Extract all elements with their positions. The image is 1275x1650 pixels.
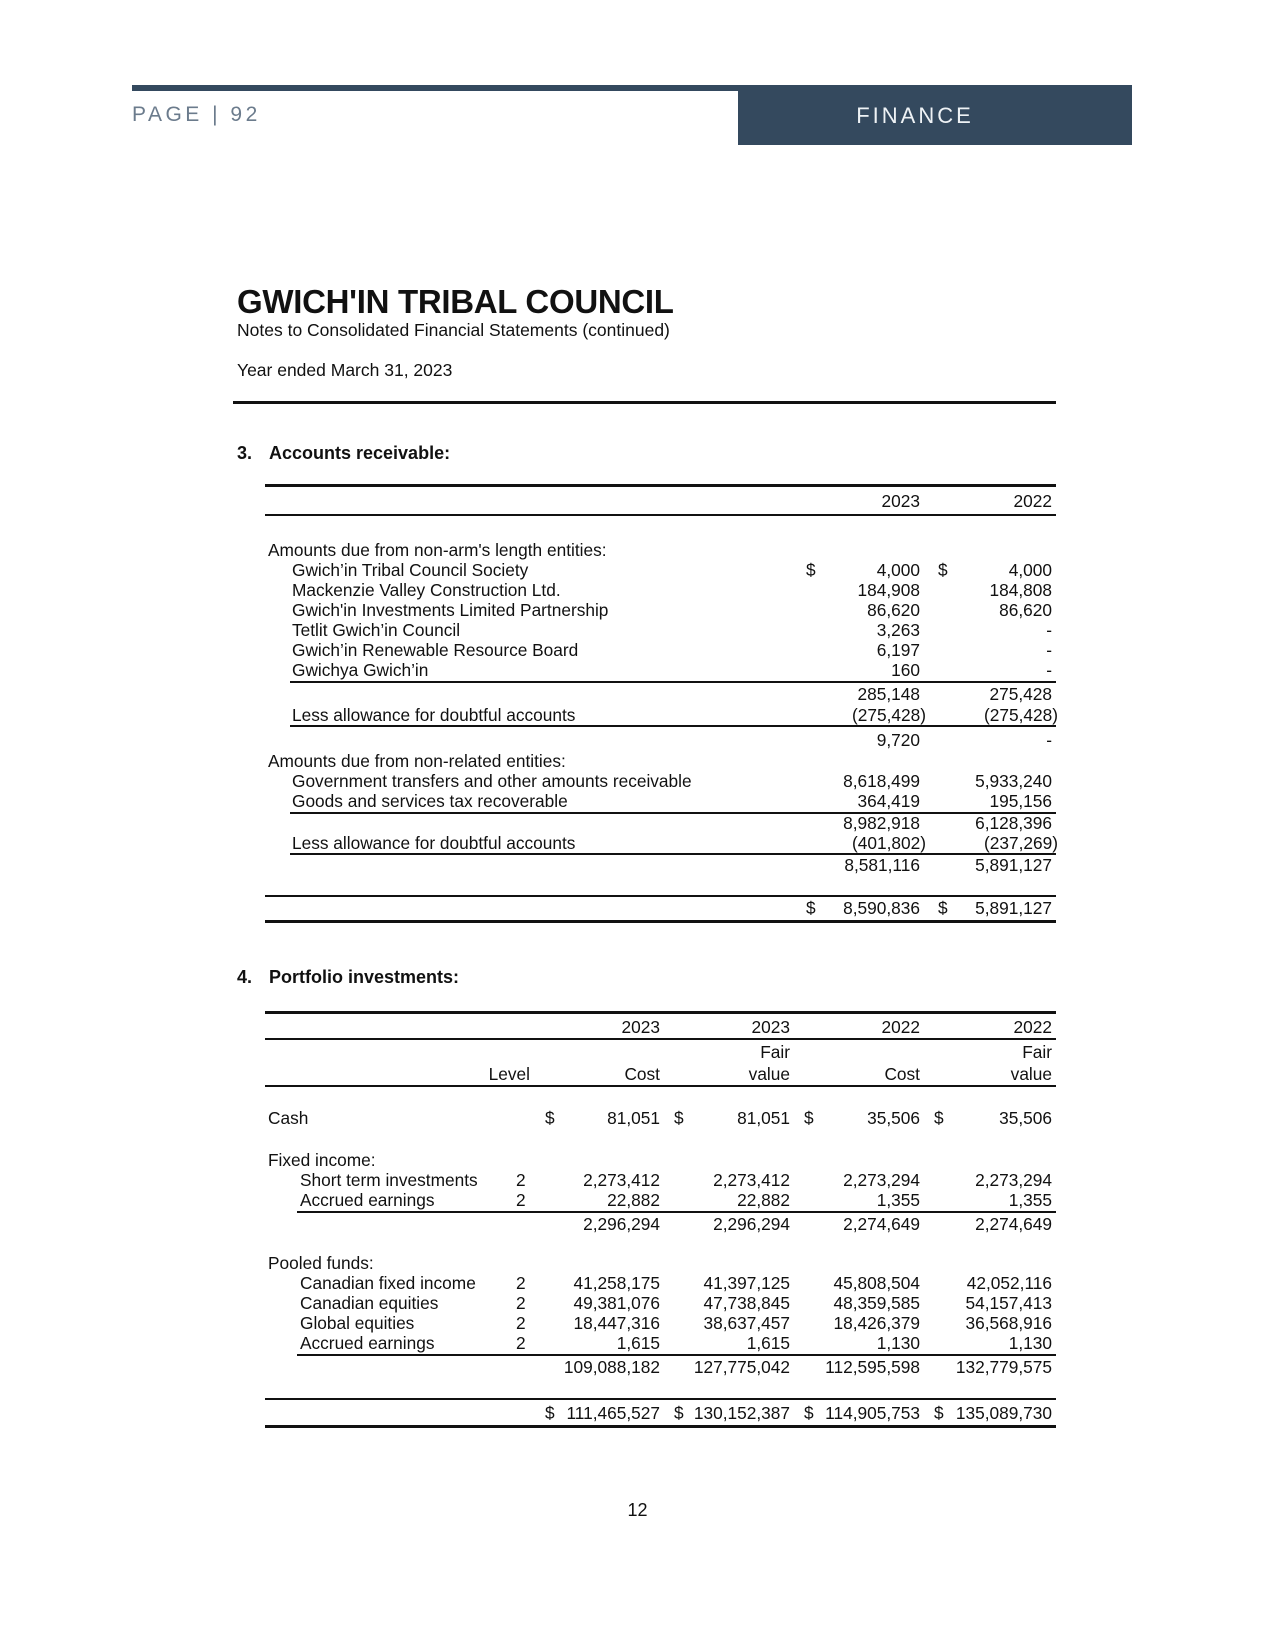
value-2023: 8,618,499	[843, 771, 920, 791]
note4-header-rule	[265, 1085, 1056, 1087]
row-label: Goods and services tax recoverable	[292, 791, 568, 811]
value-cell: 48,359,585	[833, 1293, 920, 1313]
note4-year-rule	[265, 1038, 1056, 1040]
note4-col-year: 2023	[751, 1017, 790, 1037]
note4-number: 4.	[237, 967, 253, 987]
note4-col-cost: Cost	[884, 1064, 920, 1084]
currency-symbol: $	[934, 1403, 944, 1423]
row-label: Gwich’in Tribal Council Society	[292, 560, 529, 580]
note3-top-rule	[265, 484, 1056, 487]
note3-group1-allowance-2023: (275,428)	[852, 705, 926, 725]
row-label: Cash	[268, 1108, 309, 1128]
value-cell: 22,882	[737, 1190, 790, 1210]
value-cell: 1,355	[1008, 1190, 1052, 1210]
value-cell: 41,258,175	[573, 1273, 660, 1293]
note3-total-2022: 5,891,127	[975, 898, 1052, 918]
row-level: 2	[516, 1170, 526, 1190]
currency-symbol: $	[804, 1403, 814, 1423]
document-subtitle: Notes to Consolidated Financial Statements (continued)	[237, 320, 670, 340]
currency-symbol: $	[545, 1108, 555, 1128]
row-level: 2	[516, 1333, 526, 1353]
heading-rule	[233, 401, 1056, 404]
value-cell: 1,355	[876, 1190, 920, 1210]
value-2023: 86,620	[867, 600, 920, 620]
total-cell: 135,089,730	[955, 1403, 1052, 1423]
value-cell: 81,051	[737, 1108, 790, 1128]
note3-heading	[237, 443, 450, 464]
value-2023: 160	[891, 660, 920, 680]
subtotal-cell: 2,274,649	[843, 1214, 920, 1234]
subtotal-cell: 132,779,575	[955, 1357, 1052, 1377]
subtotal-cell: 2,274,649	[975, 1214, 1052, 1234]
note3-group2-allowance-2022: (237,269)	[984, 833, 1058, 853]
value-cell: 2,273,294	[975, 1170, 1052, 1190]
reporting-period: Year ended March 31, 2023	[237, 360, 453, 380]
value-cell: 22,882	[607, 1190, 660, 1210]
value-cell: 42,052,116	[966, 1273, 1052, 1293]
note3-number: 3.	[237, 443, 253, 463]
row-label: Mackenzie Valley Construction Ltd.	[292, 580, 561, 600]
row-label: Gwichya Gwich’in	[292, 660, 429, 680]
page-label: PAGE | 92	[132, 103, 261, 126]
row-label: Gwich'in Investments Limited Partnership	[292, 600, 609, 620]
value-2022: 195,156	[989, 791, 1052, 811]
note3-group1-subtotal-2022: 275,428	[989, 684, 1052, 704]
value-2022: -	[1046, 640, 1052, 660]
note4-col-value: value	[748, 1064, 790, 1084]
note3-group2-heading: Amounts due from non-related entities:	[268, 751, 566, 771]
note3-title: Accounts receivable:	[269, 443, 451, 463]
note4-col-year: 2022	[1013, 1017, 1052, 1037]
value-cell: 54,157,413	[965, 1293, 1052, 1313]
currency-symbol: $	[806, 898, 816, 918]
value-cell: 41,397,125	[703, 1273, 790, 1293]
value-2022: 4,000	[1008, 560, 1052, 580]
value-2022: 86,620	[999, 600, 1052, 620]
total-cell: 130,152,387	[693, 1403, 790, 1423]
note4-col-fair: Fair	[760, 1042, 790, 1062]
currency-symbol: $	[674, 1403, 684, 1423]
row-label: Tetlit Gwich’in Council	[292, 620, 461, 640]
row-label: Accrued earnings	[300, 1190, 435, 1210]
note3-group1-subtotal-2023: 285,148	[857, 684, 920, 704]
value-cell: 1,615	[616, 1333, 660, 1353]
value-2023: 3,263	[876, 620, 920, 640]
currency-symbol: $	[934, 1108, 944, 1128]
note4-title: Portfolio investments:	[269, 967, 460, 987]
note3-group2-subtotal-2023: 8,982,918	[843, 813, 920, 833]
note3-group2-subtotal-2022: 6,128,396	[975, 813, 1052, 833]
note3-group1-net-2023: 9,720	[876, 730, 920, 750]
row-label: Gwich’in Renewable Resource Board	[292, 640, 579, 660]
row-label: Accrued earnings	[300, 1333, 435, 1353]
value-2023: 4,000	[876, 560, 920, 580]
note3-group1-net-2022: -	[1046, 730, 1052, 750]
row-level: 2	[516, 1273, 526, 1293]
subtotal-cell: 2,296,294	[713, 1214, 790, 1234]
value-cell: 47,738,845	[703, 1293, 790, 1313]
note4-col-fair: Fair	[1022, 1042, 1052, 1062]
note4-col-year: 2022	[881, 1017, 920, 1037]
value-2022: -	[1046, 660, 1052, 680]
note3-group2-allowance-2023: (401,802)	[852, 833, 926, 853]
value-2023: 184,908	[857, 580, 920, 600]
note3-total-bottom-rule	[265, 920, 1056, 923]
note3-group1-heading: Amounts due from non-arm's length entities:	[268, 540, 607, 560]
row-level: 2	[516, 1293, 526, 1313]
subtotal-rule	[290, 853, 1056, 855]
value-cell: 38,637,457	[703, 1313, 790, 1333]
subtotal-cell: 109,088,182	[563, 1357, 660, 1377]
subtotal-rule	[290, 812, 1056, 814]
note4-fixed-heading: Fixed income:	[268, 1150, 376, 1170]
value-2023: 364,419	[857, 791, 920, 811]
subtotal-cell: 112,595,598	[825, 1357, 920, 1377]
note3-header-rule	[265, 514, 1056, 516]
value-cell: 81,051	[607, 1108, 660, 1128]
value-2022: -	[1046, 620, 1052, 640]
currency-symbol: $	[674, 1108, 684, 1128]
row-level: 2	[516, 1313, 526, 1333]
total-cell: 114,905,753	[825, 1403, 920, 1423]
note3-col-2023: 2023	[881, 491, 920, 511]
value-cell: 45,808,504	[833, 1273, 920, 1293]
total-cell: 111,465,527	[566, 1403, 660, 1423]
note4-top-rule	[265, 1011, 1056, 1014]
note4-pooled-heading: Pooled funds:	[268, 1253, 374, 1273]
row-label: Short term investments	[300, 1170, 478, 1190]
note3-total-2023: 8,590,836	[843, 898, 920, 918]
note4-col-level: Level	[488, 1064, 530, 1084]
currency-symbol: $	[938, 898, 948, 918]
value-cell: 36,568,916	[965, 1313, 1052, 1333]
currency-symbol: $	[804, 1108, 814, 1128]
value-cell: 1,130	[1008, 1333, 1052, 1353]
value-cell: 2,273,294	[843, 1170, 920, 1190]
organization-name: GWICH'IN TRIBAL COUNCIL	[237, 283, 674, 320]
row-label: Canadian equities	[300, 1293, 439, 1313]
value-cell: 1,130	[876, 1333, 920, 1353]
subtotal-rule	[297, 1211, 1056, 1213]
value-cell: 18,447,316	[573, 1313, 660, 1333]
value-cell: 2,273,412	[713, 1170, 790, 1190]
note3-group1-allowance-label: Less allowance for doubtful accounts	[292, 705, 576, 725]
value-cell: 35,506	[867, 1108, 920, 1128]
value-2022: 184,808	[989, 580, 1052, 600]
note4-col-year: 2023	[621, 1017, 660, 1037]
note3-total-top-rule	[265, 895, 1056, 897]
note4-total-bottom-rule	[265, 1425, 1056, 1428]
value-2022: 5,933,240	[975, 771, 1052, 791]
currency-symbol: $	[545, 1403, 555, 1423]
currency-symbol: $	[806, 560, 816, 580]
row-label: Global equities	[300, 1313, 415, 1333]
subtotal-cell: 2,296,294	[583, 1214, 660, 1234]
subtotal-cell: 127,775,042	[693, 1357, 790, 1377]
value-cell: 2,273,412	[583, 1170, 660, 1190]
subtotal-rule	[290, 725, 1056, 727]
subtotal-rule	[297, 1354, 1056, 1356]
currency-symbol: $	[938, 560, 948, 580]
subtotal-rule	[290, 681, 1056, 683]
value-cell: 35,506	[999, 1108, 1052, 1128]
note3-group2-allowance-label: Less allowance for doubtful accounts	[292, 833, 576, 853]
note3-group2-net-2023: 8,581,116	[844, 855, 920, 875]
section-tab: FINANCE	[738, 85, 1132, 145]
note4-col-cost: Cost	[624, 1064, 660, 1084]
row-level: 2	[516, 1190, 526, 1210]
note3-group1-allowance-2022: (275,428)	[984, 705, 1058, 725]
row-label: Canadian fixed income	[300, 1273, 476, 1293]
page-number: 12	[627, 1500, 648, 1520]
note3-col-2022: 2022	[1013, 491, 1052, 511]
note3-group2-net-2022: 5,891,127	[975, 855, 1052, 875]
value-2023: 6,197	[876, 640, 920, 660]
note4-heading	[237, 967, 459, 988]
note4-col-value: value	[1010, 1064, 1052, 1084]
value-cell: 49,381,076	[573, 1293, 660, 1313]
row-label: Government transfers and other amounts receivable	[292, 771, 692, 791]
note4-total-top-rule	[265, 1398, 1056, 1400]
value-cell: 18,426,379	[833, 1313, 920, 1333]
value-cell: 1,615	[746, 1333, 790, 1353]
